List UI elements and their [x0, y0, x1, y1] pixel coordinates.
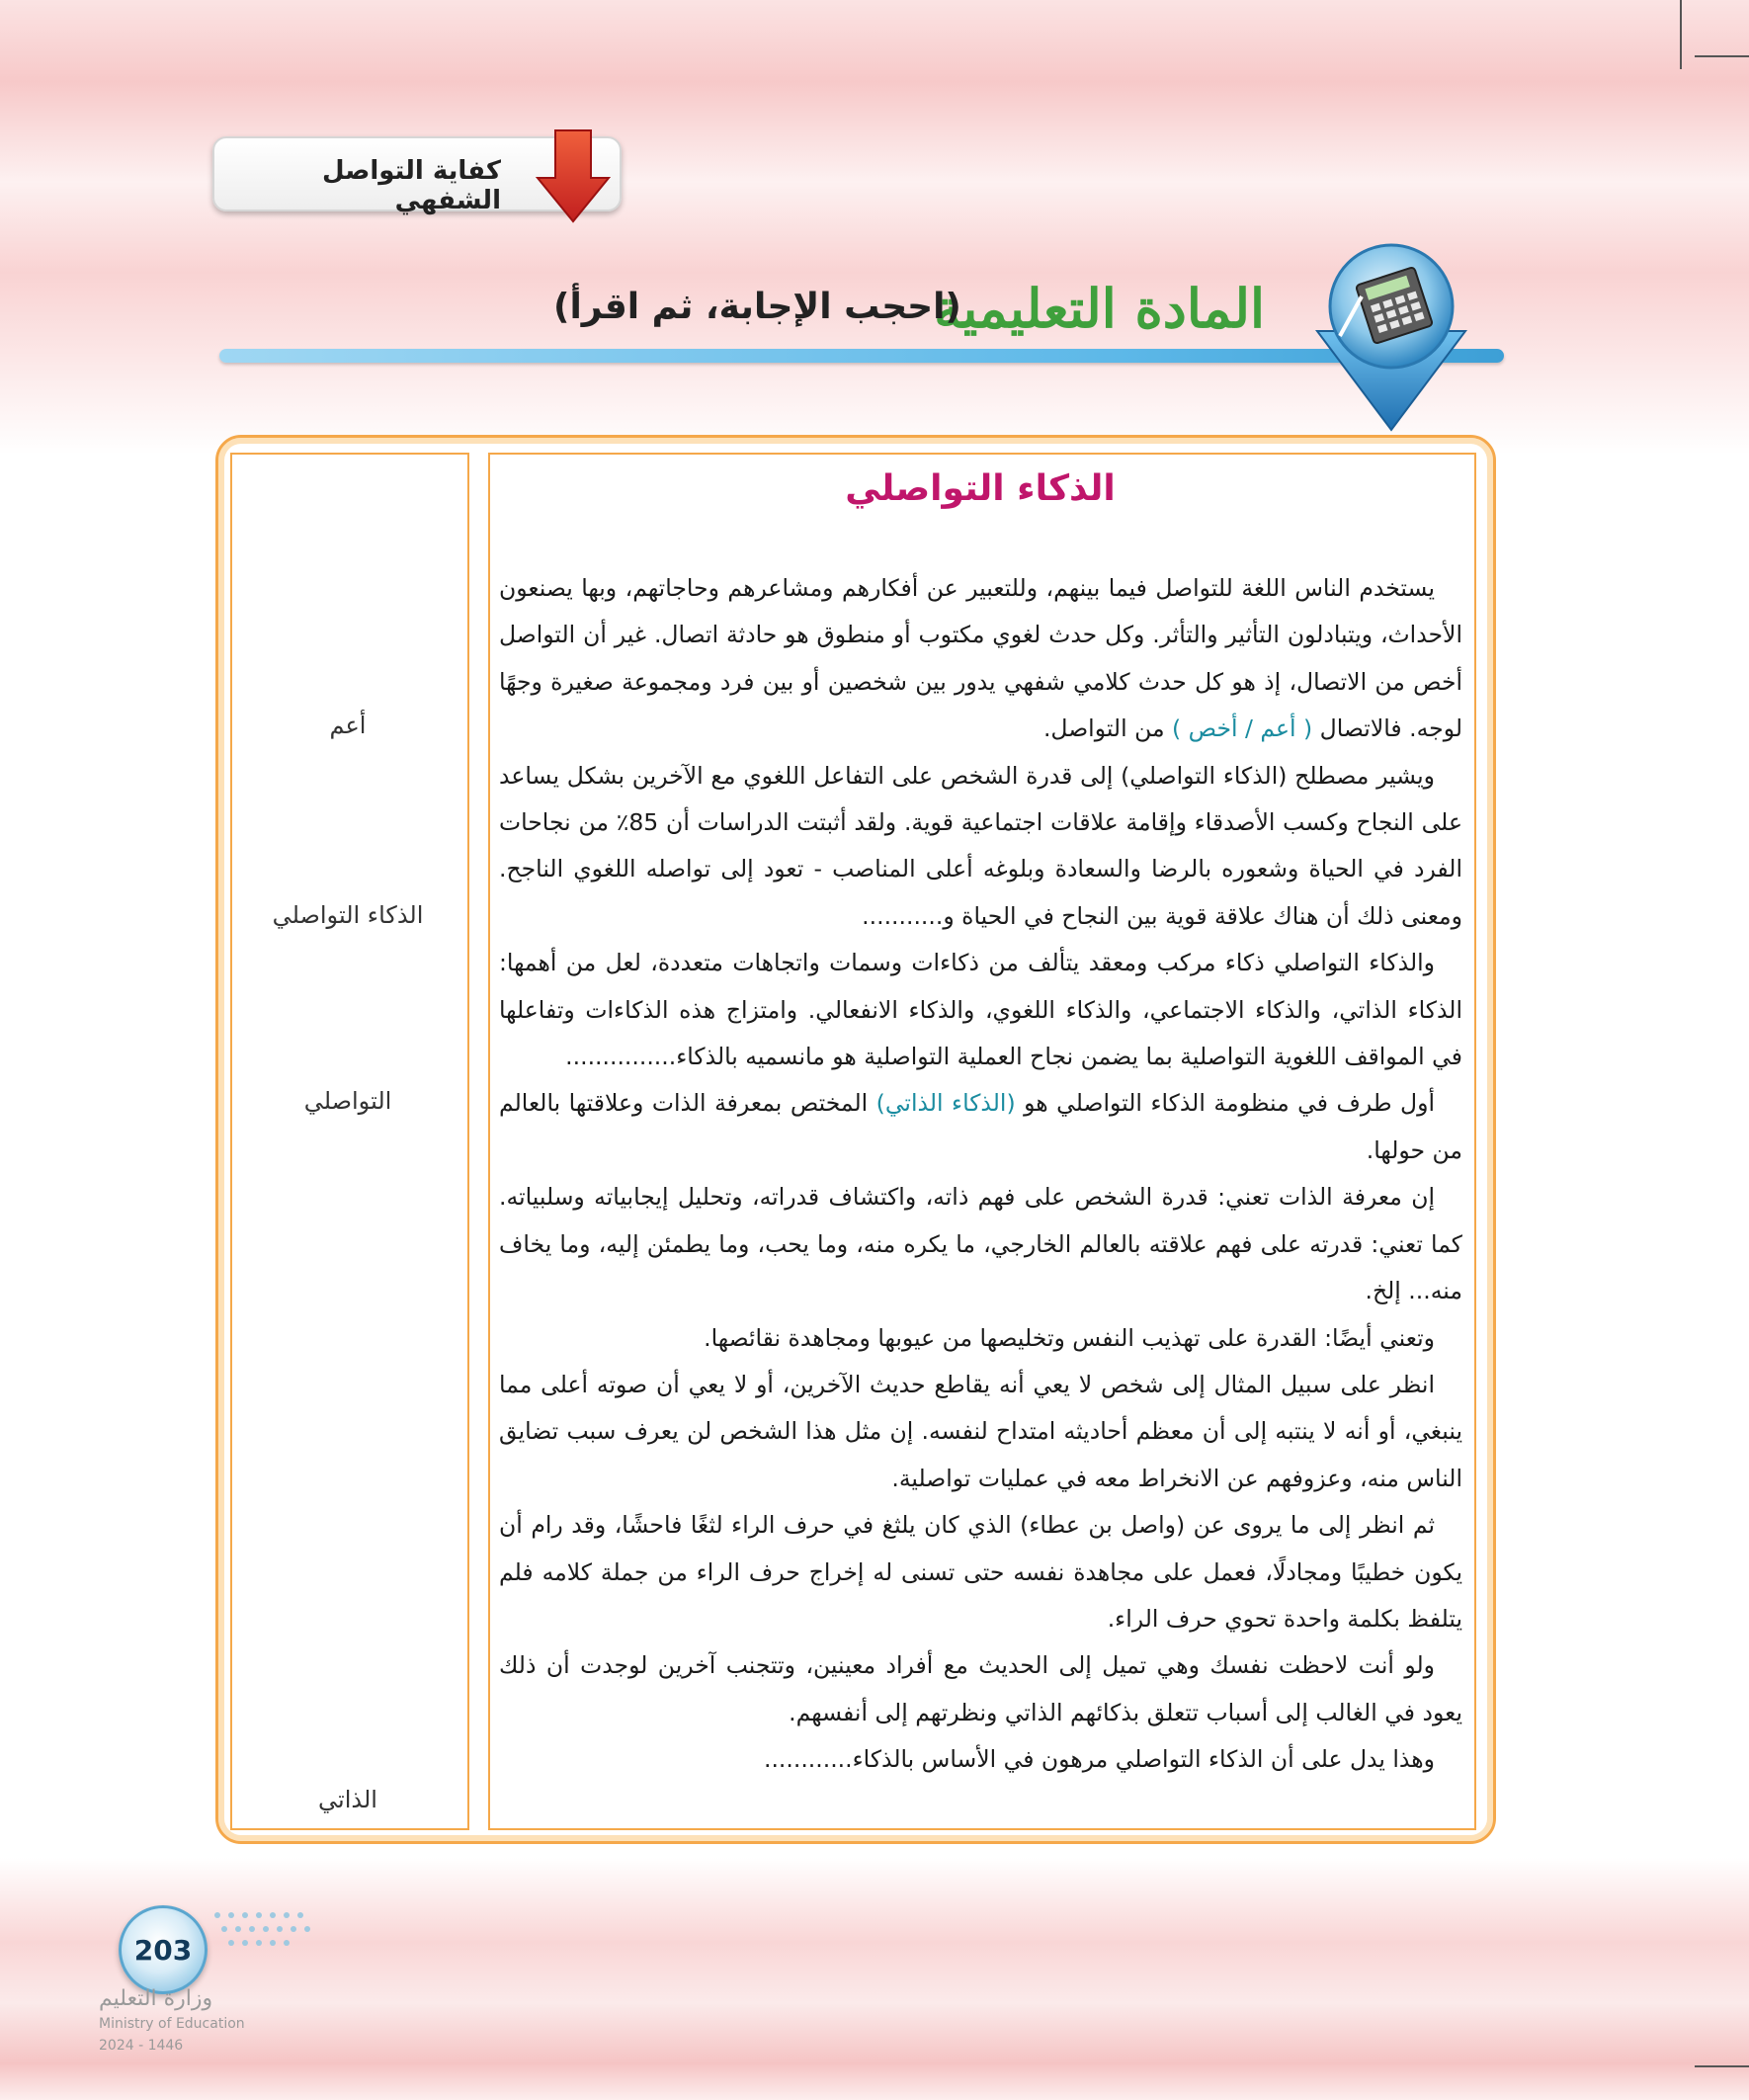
bottom-decorative-band	[0, 1858, 1749, 2100]
paragraph: ثم انظر إلى ما يروى عن (واصل بن عطاء) الذي كان يلثغ في حرف الراء لثغًا فاحشًا، وقد رام أن يكون خطيبًا ومجادلًا، فعمل على مجاهدة نفسه حتى تسنى له إخراج حرف الراء من جملة كلامه فلم يتلفظ بكلمة واحدة تحوي حرف الراء.	[499, 1511, 1462, 1633]
answer-column	[230, 453, 469, 1830]
answer-2: الذكاء التواصلي	[272, 901, 424, 929]
answer-3: التواصلي	[303, 1087, 392, 1115]
paragraph: والذكاء التواصلي ذكاء مركب ومعقد يتألف من ذكاءات وسمات واتجاهات متعددة، لعل من أهمها: الذكاء الذاتي، والذكاء الاجتماعي، والذكاء اللغوي، والذكاء الانفعالي. وامتزاج هذه الذكاءات وتفاعلها في المواقف اللغوية التواصلية بما يضمن نجاح العملية التواصلية هو مانسميه بالذكاء...............	[499, 949, 1462, 1071]
ministry-name-ar: وزارة التعليم	[99, 1986, 213, 2011]
edition-year: 2024 - 1446	[99, 2038, 184, 2054]
highlighted-choice: ( أعم / أخص )	[1172, 714, 1313, 743]
ministry-dot-pattern-icon	[208, 1905, 326, 1965]
down-arrow-icon	[534, 126, 613, 225]
section-title: المادة التعليمية	[934, 277, 1265, 340]
crop-mark	[1695, 55, 1749, 57]
highlighted-term: (الذكاء الذاتي)	[875, 1089, 1016, 1118]
reading-title: الذكاء التواصلي	[845, 468, 1116, 509]
paragraph: يستخدم الناس اللغة للتواصل فيما بينهم، وللتعبير عن أفكارهم ومشاعرهم وحاجاتهم، وبها يصنعون الأحداث، ويتبادلون التأثير والتأثر. وكل حدث لغوي مكتوب أو منطوق هو حادثة اتصال. غير أن التواصل أخص من الاتصال، إذ هو كل حدث كلامي شفهي يدور بين شخصين أو بين فرد ومجموعة صغيرة وجهًا لوجه. فالاتصال ( أعم / أخص ) من التواصل.	[499, 574, 1462, 743]
paragraph: انظر على سبيل المثال إلى شخص لا يعي أنه يقاطع حديث الآخرين، أو لا يعي أن صوته أعلى مما ينبغي، أو أنه لا ينتبه إلى أن معظم أحاديثه امتداح لنفسه. إن مثل هذا الشخص لن يعرف سبب تضايق الناس منه، وعزوفهم عن الانخراط معه في عمليات تواصلية.	[499, 1370, 1462, 1492]
paragraph: وتعني أيضًا: القدرة على تهذيب النفس وتخليصها من عيوبها ومجاهدة نقائصها.	[704, 1323, 1435, 1352]
page-number-badge	[119, 1905, 208, 1994]
reading-body	[499, 565, 1462, 1784]
calculator-icon	[1302, 237, 1480, 435]
paragraph: ويشير مصطلح (الذكاء التواصلي) إلى قدرة الشخص على التفاعل اللغوي مع الآخرين بشكل يساعد على النجاح وكسب الأصدقاء وإقامة علاقات اجتماعية قوية. ولقد أثبتت الدراسات أن 85٪ من نجاحات الفرد في الحياة وشعوره بالرضا والسعادة وبلوغه أعلى المناصب - تعود إلى تواصله اللغوي الناجح. ومعنى ذلك أن هناك علاقة قوية بين النجاح في الحياة و...........	[499, 761, 1462, 930]
paragraph: إن معرفة الذات تعني: قدرة الشخص على فهم ذاته، واكتشاف قدراته، وتحليل إيجابياته وسلبياته. كما تعني: قدرته على فهم علاقته بالعالم الخارجي، ما يكره منه، وما يحب، وما يطمئن إليه، وما يخاف منه... إلخ.	[499, 1183, 1462, 1305]
page-number: 203	[133, 1933, 193, 1967]
paragraph: وهذا يدل على أن الذكاء التواصلي مرهون في الأساس بالذكاء............	[763, 1745, 1435, 1774]
answer-1: أعم	[329, 712, 367, 739]
answer-4: الذاتي	[318, 1786, 377, 1813]
crop-mark	[1680, 0, 1682, 69]
ministry-name-en: Ministry of Education	[99, 2016, 245, 2032]
section-instruction: (احجب الإجابة، ثم اقرأ)	[553, 287, 961, 327]
topic-tab-label: كفاية التواصل الشفهي	[321, 156, 501, 215]
paragraph: ولو أنت لاحظت نفسك وهي تميل إلى الحديث مع أفراد معينين، وتتجنب آخرين لوجدت أن ذلك يعود في الغالب إلى أسباب تتعلق بذكائهم الذاتي ونظرتهم إلى أنفسهم.	[499, 1651, 1462, 1726]
top-decorative-band	[0, 0, 1749, 455]
paragraph: أول طرف في منظومة الذكاء التواصلي هو (الذكاء الذاتي) المختص بمعرفة الذات وعلاقتها بالعالم من حولها.	[499, 1089, 1462, 1164]
crop-mark	[1695, 2065, 1749, 2067]
